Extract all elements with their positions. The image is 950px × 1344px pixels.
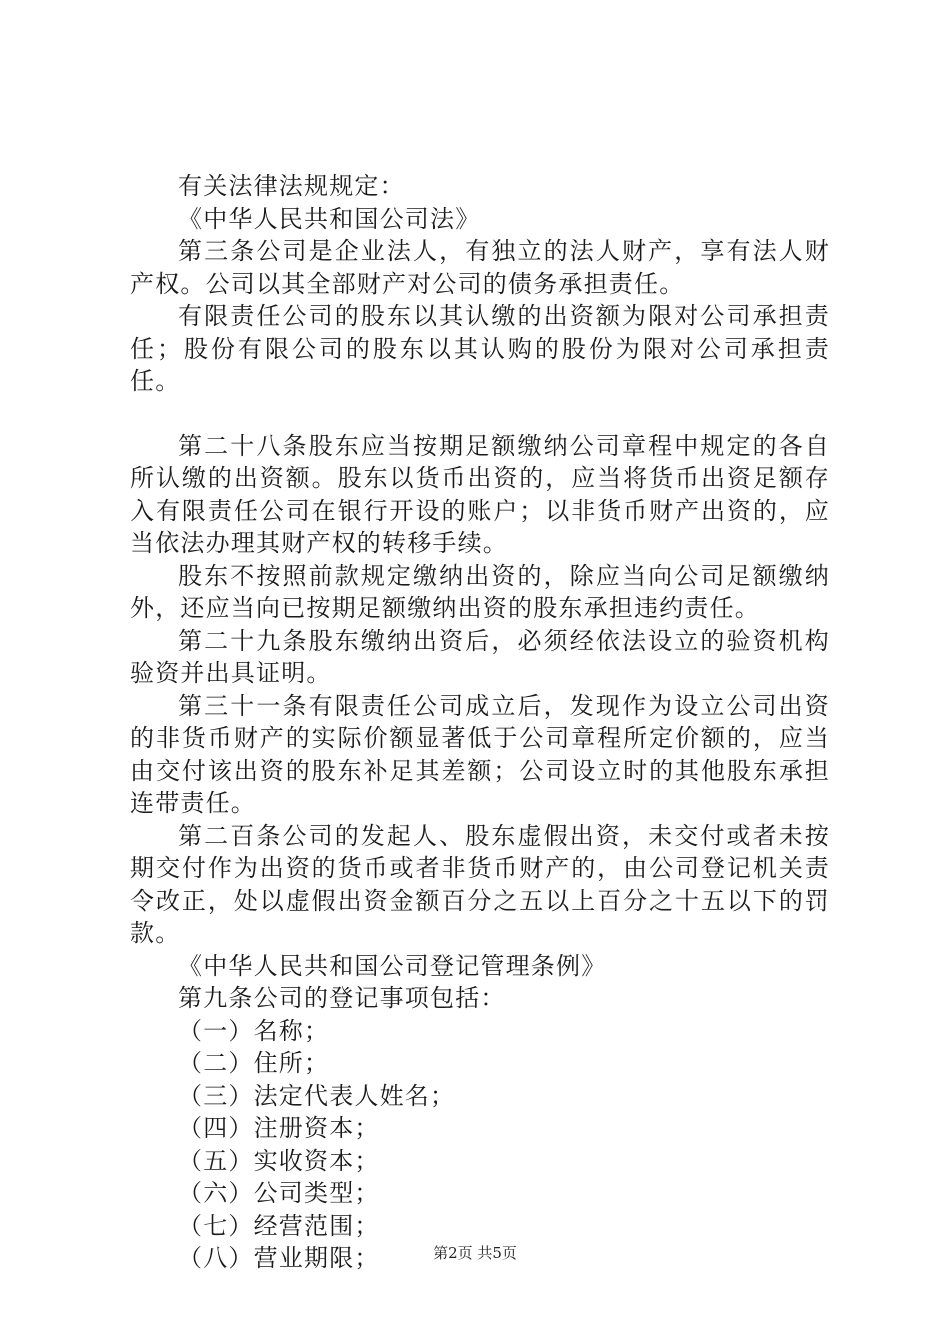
list-item: （一）名称；: [178, 1016, 330, 1045]
regulation-title: 《中华人民共和国公司登记管理条例》: [178, 951, 607, 980]
paragraph-spacer: [130, 398, 830, 430]
paragraph: 有关法律法规规定：: [178, 172, 405, 200]
list-item: （八）营业期限；: [178, 1244, 380, 1272]
list-item: （二）住所；: [178, 1049, 330, 1077]
paragraph: 第二十九条股东缴纳出资后，必须经依法设立的验资机构验资并出具证明。: [130, 626, 830, 687]
paragraph: 股东不按照前款规定缴纳出资的，除应当向公司足额缴纳外，还应当向已按期足额缴纳出资的股东承担违约责任。: [130, 561, 830, 622]
list-item: （四）注册资本；: [178, 1114, 380, 1142]
paragraph: 第三条公司是企业法人，有独立的法人财产，享有法人财产权。公司以其全部财产对公司的债务承担责任。: [130, 237, 830, 298]
list-item: （五）实收资本；: [178, 1146, 380, 1175]
document-body: [130, 170, 830, 1275]
paragraph: 有限责任公司的股东以其认缴的出资额为限对公司承担责任；股份有限公司的股东以其认购的股份为限对公司承担责任。: [130, 302, 830, 395]
list-item: （七）经营范围；: [178, 1211, 380, 1240]
paragraph: 第九条公司的登记事项包括：: [178, 984, 506, 1012]
paragraph: 第二十八条股东应当按期足额缴纳公司章程中规定的各自所认缴的出资额。股东以货币出资的，应当将货币出资足额存入有限责任公司在银行开设的账户；以非货币财产出资的，应当依法办理其财产权的转移手续。: [130, 431, 830, 557]
list-item: （六）公司类型；: [178, 1179, 380, 1207]
law-title: 《中华人民共和国公司法》: [178, 204, 481, 233]
paragraph: 第二百条公司的发起人、股东虚假出资，未交付或者未按期交付作为出资的货币或者非货币财产的，由公司登记机关责令改正，处以虚假出资金额百分之五以上百分之十五以下的罚款。: [130, 821, 830, 947]
page-number-footer: 第2页 共5页: [433, 1244, 517, 1262]
paragraph: 第三十一条有限责任公司成立后，发现作为设立公司出资的非货币财产的实际价额显著低于公司章程所定价额的，应当由交付该出资的股东补足其差额；公司设立时的其他股东承担连带责任。: [130, 691, 830, 817]
list-item: （三）法定代表人姓名；: [178, 1081, 456, 1110]
